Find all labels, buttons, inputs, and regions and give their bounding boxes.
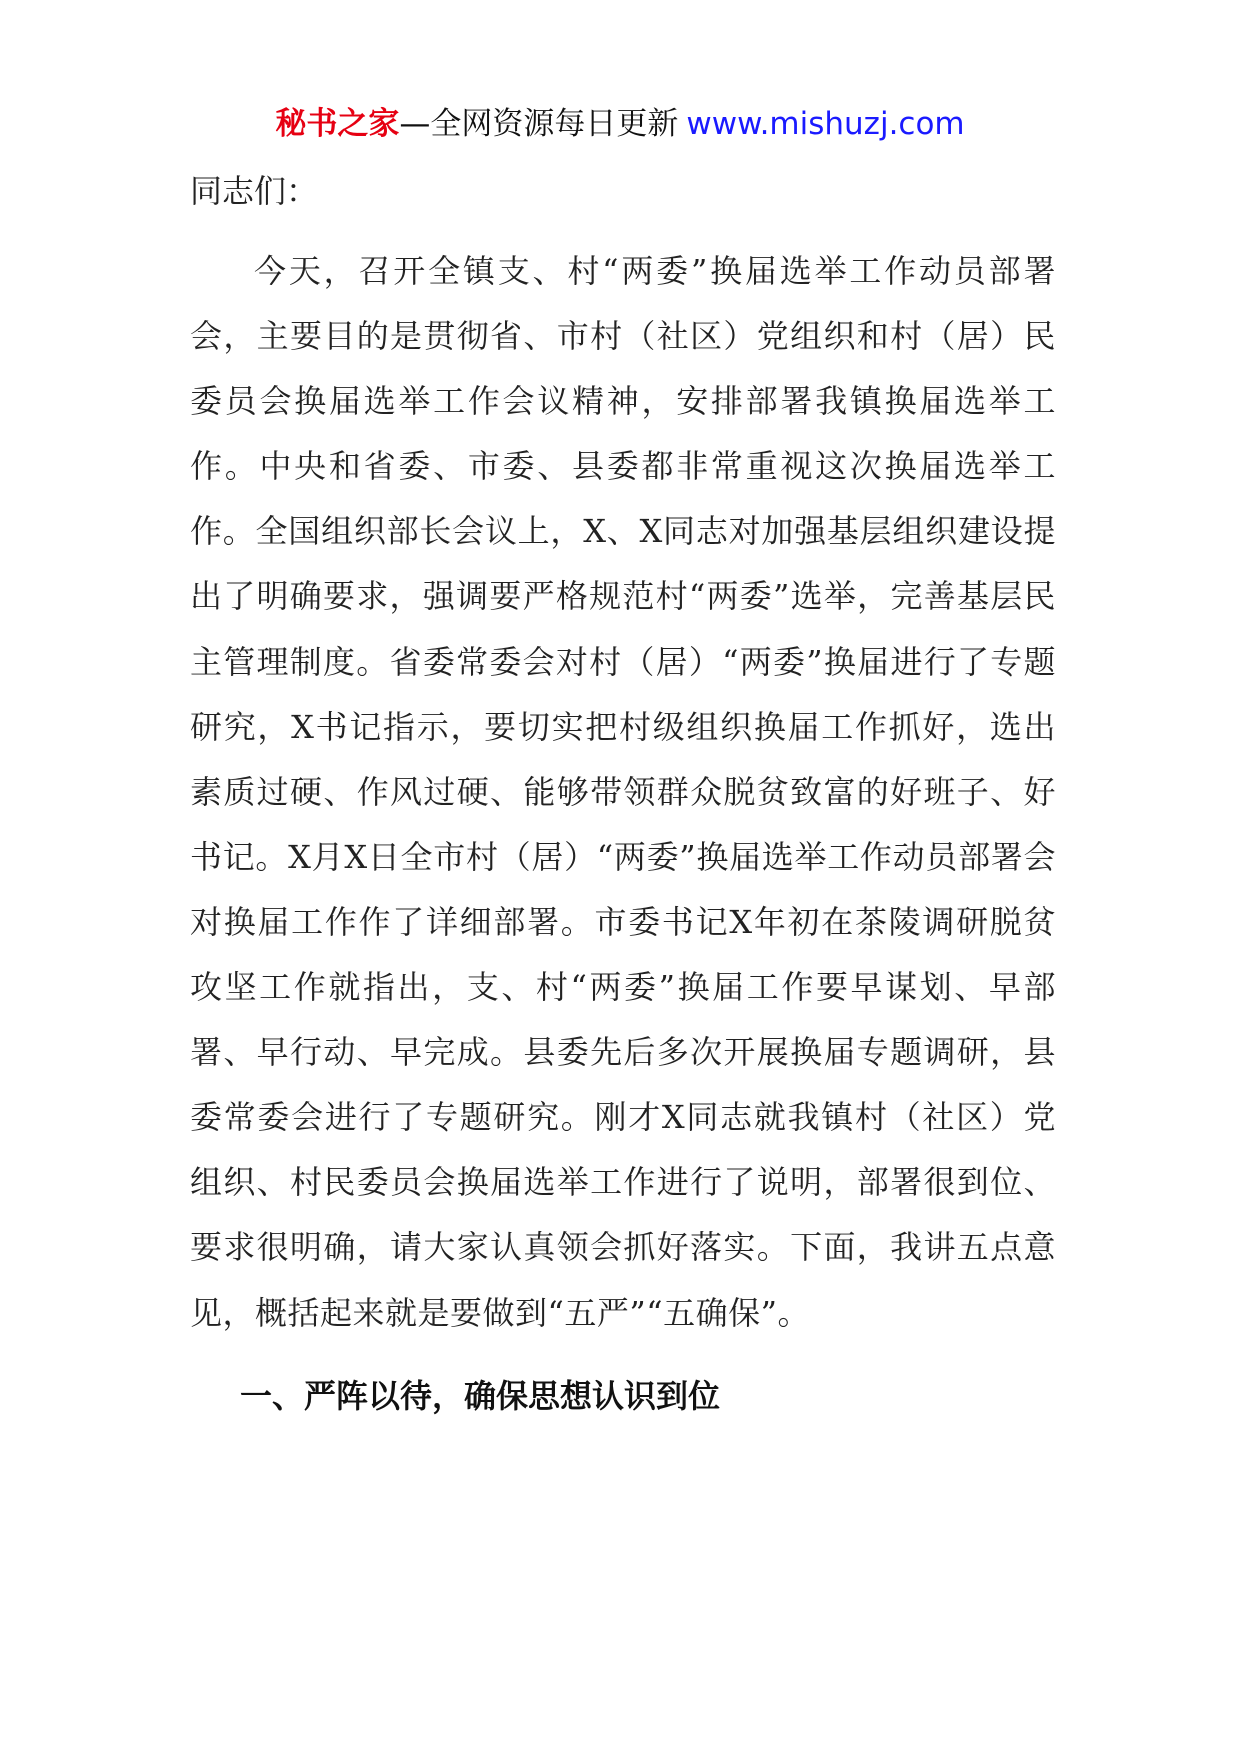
banner-brand: 秘书之家	[275, 106, 400, 142]
banner-url-link[interactable]: www.mishuzj.com	[686, 106, 965, 142]
site-banner	[0, 98, 1240, 150]
document-body	[190, 163, 1056, 1429]
intro-paragraph: 今天，召开全镇支、村“两委”换届选举工作动员部署会，主要目的是贯彻省、市村（社区）党组织和村（居）民委员会换届选举工作会议精神，安排部署我镇换届选举工作。中央和省委、市委、县委都非常重视这次换届选举工作。全国组织部长会议上，X、X同志对加强基层组织建设提出了明确要求，强调要严格规范村“两委”选举，完善基层民主管理制度。省委常委会对村（居）“两委”换届进行了专题研究，X书记指示，要切实把村级组织换届工作抓好，选出素质过硬、作风过硬、能够带领群众脱贫致富的好班子、好书记。X月X日全市村（居）“两委”换届选举工作动员部署会对换届工作作了详细部署。市委书记X年初在茶陵调研脱贫攻坚工作就指出，支、村“两委”换届工作要早谋划、早部署、早行动、早完成。县委先后多次开展换届专题调研，县委常委会进行了专题研究。刚才X同志就我镇村（社区）党组织、村民委员会换届选举工作进行了说明，部署很到位、要求很明确，请大家认真领会抓好落实。下面，我讲五点意见，概括起来就是要做到“五严”“五确保”。	[190, 252, 1056, 1332]
section-heading-1: 一、严阵以待，确保思想认识到位	[240, 1376, 721, 1415]
salutation: 同志们：	[190, 172, 319, 210]
banner-slogan: —全网资源每日更新	[399, 106, 679, 142]
